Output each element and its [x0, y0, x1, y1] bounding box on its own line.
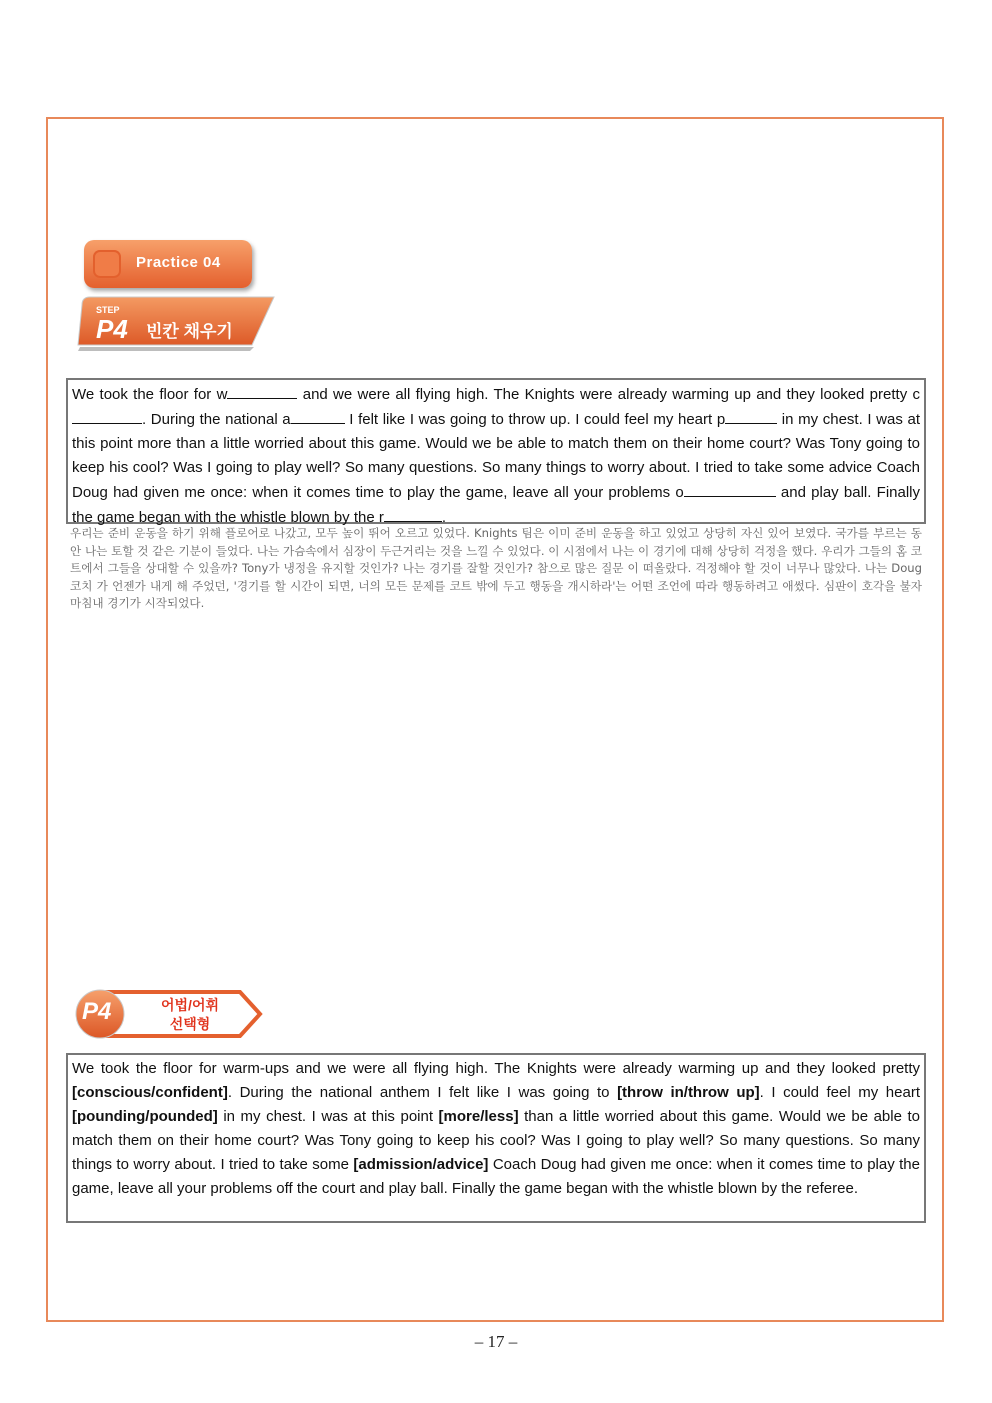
- practice-badge: [84, 240, 252, 288]
- step-badge-fill-blank: [74, 295, 280, 351]
- step-number: P4: [96, 314, 128, 344]
- answer-blank[interactable]: [384, 505, 442, 522]
- choice-option[interactable]: [conscious/confident]: [72, 1084, 228, 1101]
- page-number: – 17 –: [474, 1332, 518, 1351]
- fill-blank-passage: [66, 378, 926, 524]
- passage-segment: in my chest. I was at this point more than a little worried about this game. Would we be able to match them on their home court? Was Tony going to keep his cool? Was I going to play well? So many questions. So many things to worry about. I tried to take some advice Coach Doug had given me once: when it comes time to play the game, leave all your problems o: [72, 411, 921, 501]
- badge-square-icon: [93, 250, 121, 278]
- grammar-choice-passage: [66, 1053, 926, 1223]
- answer-blank[interactable]: [227, 382, 297, 399]
- passage-segment: I felt like I was going to throw up. I could feel my heart p: [344, 411, 726, 428]
- answer-blank[interactable]: [725, 407, 777, 424]
- answer-blank[interactable]: [291, 407, 345, 424]
- answer-blank[interactable]: [684, 480, 776, 497]
- korean-translation: [70, 525, 922, 613]
- grammar-step-number: P4: [82, 998, 112, 1025]
- translation-text: 우리는 준비 운동을 하기 위해 플로어로 나갔고, 모두 높이 뛰어 오르고 있었다. Knights 팀은 이미 준비 운동을 하고 있었고 상당히 자신 있어 보였다. 국가를 부르는 동안 나는 토할 것 같은 기분이 들었다. 나는 가슴속에서 심장이 두근거리는 것을 느낄 수 있었다. 이 시점에서 나는 이 경기에 대해 상당히 걱정을 했다. 우리가 그들의 홈 코트에서 그들을 상대할 수 있을까? Tony가 냉정을 유지할 것인가? 나는 경기를 잘할 것인가? 참으로 많은 질문 이 떠올랐다. 걱정해야 할 것이 너무나 많았다. 나는 Doug 코치 가 언젠가 내게 해 주었던, '경기를 할 시간이 되면, 너의 모든 문제를 코트 밖에 두고 행동을 개시하라'는 어떤 조언에 따라 행동하려고 애썼다. 심판이 호각을 불자 마침내 경기가 시작되었다.: [70, 526, 922, 610]
- fill-blank-text: [72, 382, 920, 530]
- grammar-title-line2: 선택형: [169, 1016, 211, 1032]
- passage-segment: and play ball. Finally the game began with the whistle blown by the r: [72, 484, 921, 526]
- passage-segment: . During the national a: [142, 411, 291, 428]
- answer-blank[interactable]: [72, 407, 142, 424]
- passage-segment: . I could feel my heart: [759, 1084, 920, 1101]
- passage-segment: and we were all flying high. The Knights were already warming up and they looked pretty c: [297, 386, 920, 403]
- choice-option[interactable]: [admission/advice]: [353, 1156, 489, 1173]
- choice-option[interactable]: [more/less]: [438, 1108, 519, 1125]
- choice-option[interactable]: [pounding/pounded]: [72, 1108, 218, 1125]
- grammar-choice-text: [72, 1057, 920, 1201]
- section-title: 빈칸 채우기: [146, 322, 233, 341]
- step-label: STEP: [96, 305, 120, 315]
- grammar-title-line1: 어법/어휘: [161, 997, 219, 1013]
- passage-segment: .: [441, 509, 447, 526]
- passage-segment: than a little worried about this game. Would we be able to match them on their home court? Was Tony going to keep his cool? Was I going to play well? So many questions. So many things to worry about. I tried to take some: [72, 1108, 920, 1173]
- grammar-choice-badge: [74, 988, 264, 1040]
- passage-segment: . During the national anthem I felt like I was going to: [227, 1084, 618, 1101]
- choice-option[interactable]: [throw in/throw up]: [617, 1084, 760, 1101]
- passage-segment: We took the floor for warm-ups and we were all flying high. The Knights were already warming up and they looked pretty: [72, 1060, 920, 1077]
- passage-segment: in my chest. I was at this point: [217, 1108, 439, 1125]
- passage-segment: We took the floor for w: [72, 386, 228, 403]
- practice-label: Practice 04: [136, 254, 221, 271]
- passage-segment: Coach Doug had given me once: when it comes time to play the game, leave all your problems off the court and play ball. Finally the game began with the whistle blown by the referee.: [72, 1156, 920, 1197]
